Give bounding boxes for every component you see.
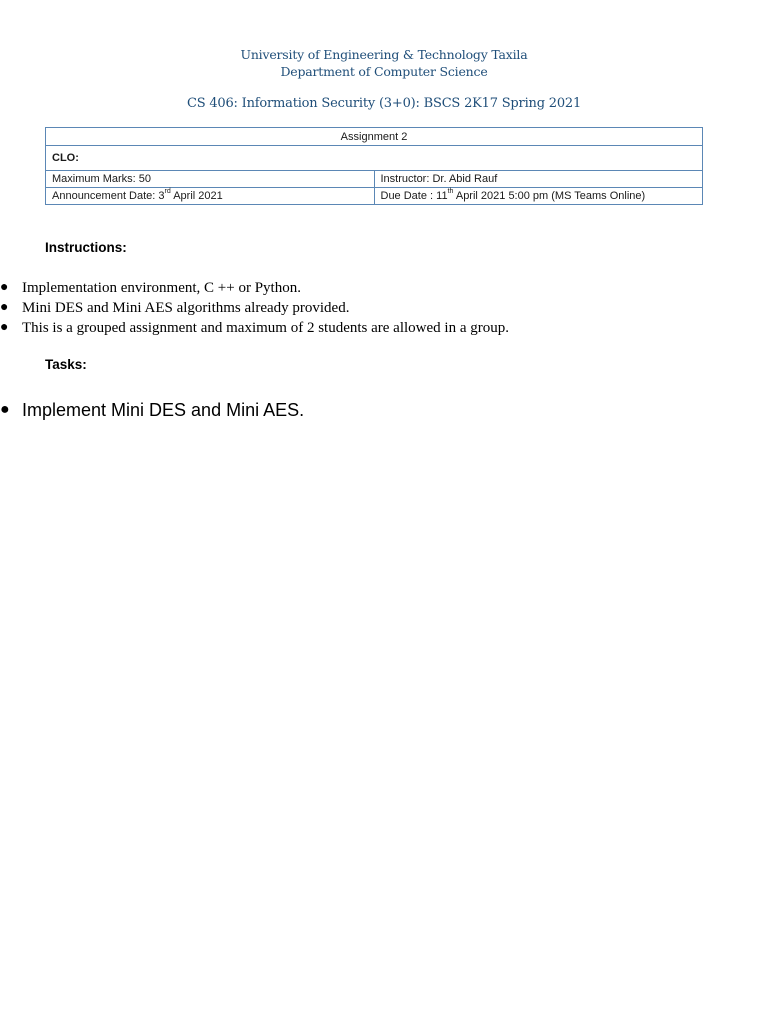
assignment-title: Assignment 2: [46, 128, 703, 146]
due-ordinal: th: [447, 188, 454, 196]
table-row: [46, 171, 703, 188]
announcement-suffix: April 2021: [170, 190, 223, 202]
list-item: [0, 278, 509, 298]
assignment-info-table: [45, 127, 703, 205]
max-marks-cell: Maximum Marks: 50: [46, 171, 375, 188]
table-row: [46, 188, 703, 205]
table-row: [46, 128, 703, 146]
tasks-heading: Tasks:: [45, 357, 87, 372]
list-item: [0, 298, 509, 318]
bullet-icon: ●: [0, 320, 9, 335]
instructions-list: [0, 278, 509, 338]
instructions-heading: Instructions:: [45, 240, 127, 255]
clo-label: CLO:: [46, 146, 703, 171]
list-item: [0, 318, 509, 338]
instruction-text: This is a grouped assignment and maximum of 2 students are allowed in a group.: [22, 320, 509, 336]
bullet-icon: ●: [0, 300, 9, 315]
university-name: University of Engineering & Technology Taxila: [240, 47, 528, 62]
tasks-list: [0, 397, 304, 423]
announcement-date-cell: [46, 188, 375, 205]
announcement-ordinal: rd: [164, 188, 171, 196]
due-prefix: Due Date : 11: [380, 190, 448, 202]
due-suffix: April 2021 5:00 pm (MS Teams Online): [453, 190, 646, 202]
announcement-prefix: Announcement Date: 3: [52, 190, 165, 202]
department-name: Department of Computer Science: [280, 64, 488, 79]
bullet-icon: ●: [0, 280, 9, 295]
course-title: CS 406: Information Security (3+0): BSCS 2K17 Spring 2021: [186, 96, 582, 111]
task-text: Implement Mini DES and Mini AES.: [22, 400, 305, 420]
bullet-icon: ●: [0, 401, 10, 418]
list-item: [0, 397, 304, 423]
instructor-cell: Instructor: Dr. Abid Rauf: [374, 171, 703, 188]
due-date-cell: [374, 188, 703, 205]
instruction-text: Implementation environment, C ++ or Python.: [22, 280, 301, 296]
instruction-text: Mini DES and Mini AES algorithms already provided.: [22, 300, 350, 316]
table-row: [46, 146, 703, 171]
